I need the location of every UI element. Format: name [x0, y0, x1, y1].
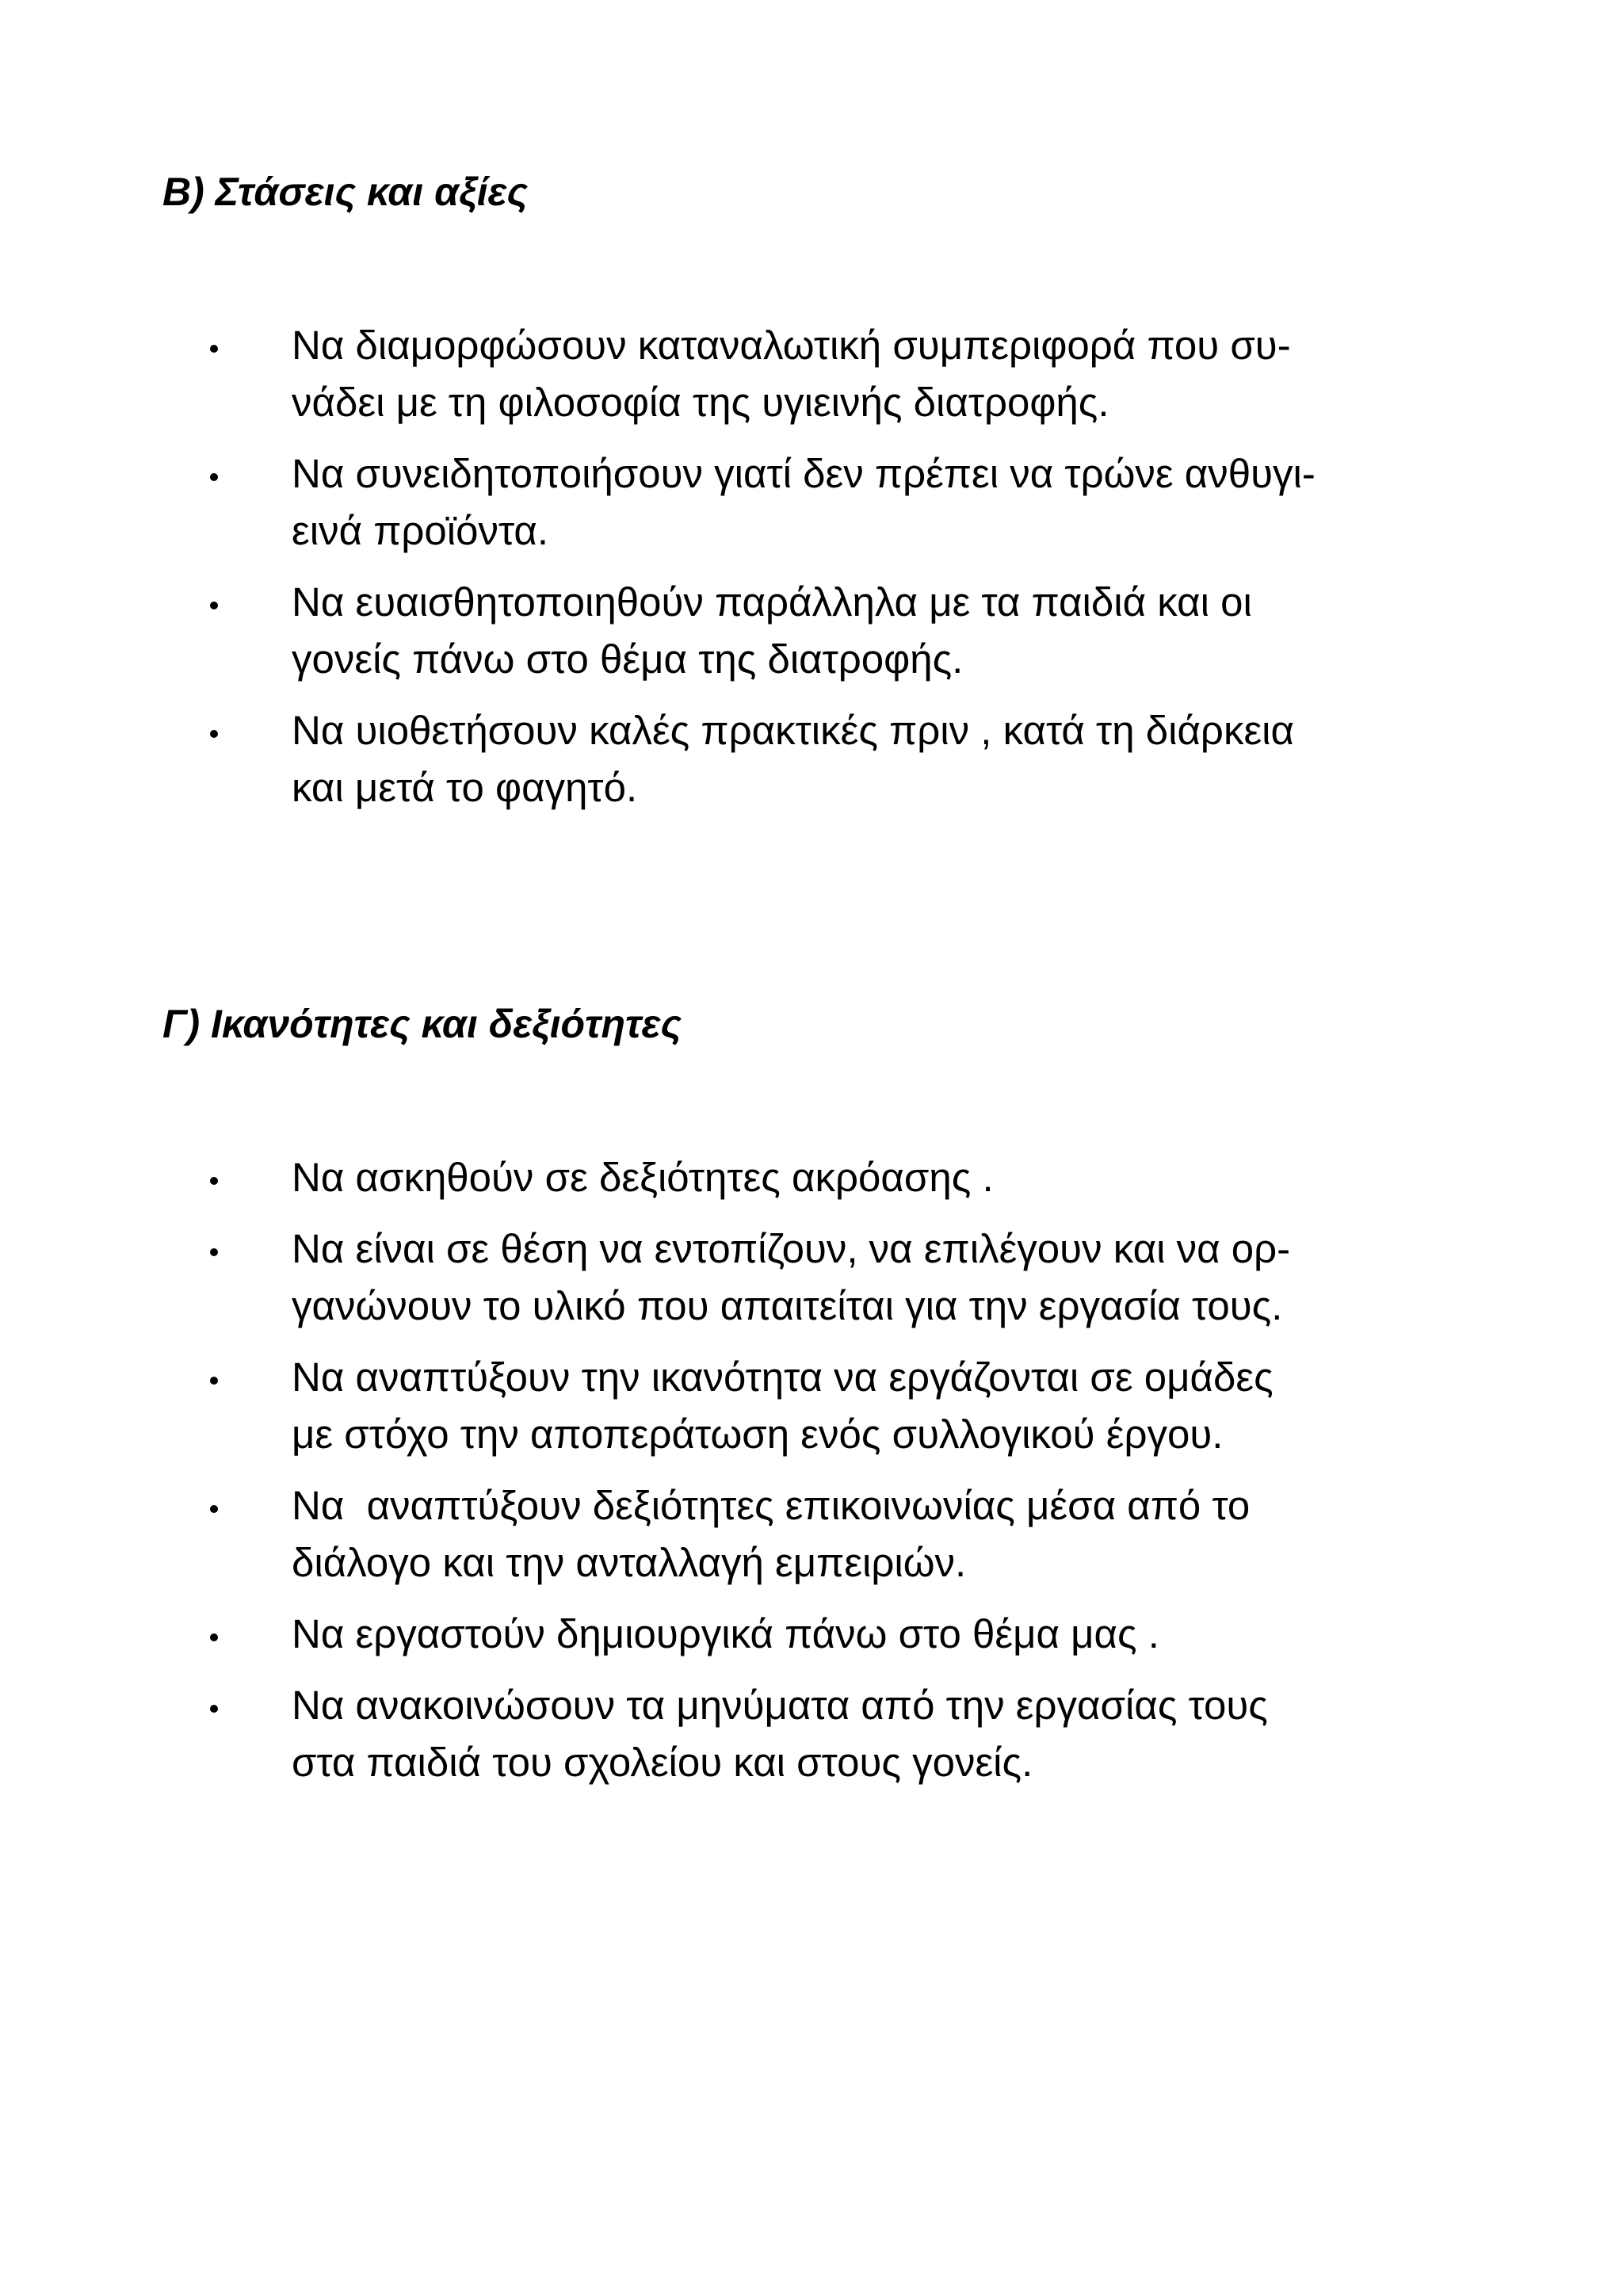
bullet-icon	[210, 1377, 218, 1385]
bullet-icon	[210, 602, 218, 609]
bullet-icon	[210, 1705, 218, 1713]
list-item	[206, 1221, 1474, 1335]
list-item-line: Να υιοθετήσουν καλές πρακτικές πριν , κατά τη διάρκεια	[292, 708, 1294, 753]
list-item-line: και μετά το φαγητό.	[292, 765, 638, 810]
bullet-icon	[210, 1505, 218, 1513]
bullet-icon	[210, 730, 218, 738]
abilities-skills-list	[206, 1149, 1474, 1805]
list-item	[206, 1606, 1474, 1663]
list-item-line: Να ευαισθητοποιηθούν παράλληλα με τα παιδιά και οι	[292, 579, 1252, 625]
bullet-icon	[210, 1633, 218, 1641]
list-item	[206, 1349, 1474, 1463]
list-item-line: στα παιδιά του σχολείου και στους γονείς.	[292, 1740, 1033, 1785]
list-item-line: νάδει με τη φιλοσοφία της υγιεινής διατροφής.	[292, 380, 1109, 425]
list-item-line: Να αναπτύξουν την ικανότητα να εργάζονται σε ομάδες	[292, 1354, 1274, 1400]
list-item	[206, 574, 1474, 688]
list-item-line: εινά προϊόντα.	[292, 508, 549, 553]
list-item-line: Να είναι σε θέση να εντοπίζουν, να επιλέγουν και να ορ-	[292, 1226, 1291, 1271]
list-item-line: Να διαμορφώσουν καταναλωτική συμπεριφορά που συ-	[292, 323, 1291, 368]
list-item-line: Να ανακοινώσουν τα μηνύματα από την εργασίας τους	[292, 1683, 1268, 1728]
bullet-icon	[210, 1248, 218, 1256]
list-item-line: με στόχο την αποπεράτωση ενός συλλογικού έργου.	[292, 1412, 1224, 1457]
list-item-line: Να εργαστούν δημιουργικά πάνω στο θέμα μας .	[292, 1611, 1159, 1656]
list-item	[206, 317, 1474, 431]
list-item-line: γονείς πάνω στο θέμα της διατροφής.	[292, 636, 964, 682]
list-item-line: γανώνουν το υλικό που απαιτείται για την εργασία τους.	[292, 1283, 1283, 1328]
list-item	[206, 445, 1474, 560]
attitudes-values-list	[206, 317, 1474, 831]
section-heading-abilities-skills: Γ) Ικανότητες και δεξιότητες	[162, 1002, 682, 1046]
list-item	[206, 702, 1474, 816]
list-item-line: Να ασκηθούν σε δεξιότητες ακρόασης .	[292, 1155, 994, 1200]
list-item	[206, 1677, 1474, 1791]
list-item-line: Να αναπτύξουν δεξιότητες επικοινωνίας μέσα από το	[292, 1483, 1251, 1528]
bullet-icon	[210, 1177, 218, 1185]
bullet-icon	[210, 345, 218, 353]
list-item	[206, 1477, 1474, 1591]
list-item-line: Να συνειδητοποιήσουν γιατί δεν πρέπει να τρώνε ανθυγι-	[292, 451, 1316, 496]
list-item	[206, 1149, 1474, 1206]
bullet-icon	[210, 473, 218, 481]
section-heading-attitudes-values: Β) Στάσεις και αξίες	[162, 170, 529, 214]
list-item-line: διάλογο και την ανταλλαγή εμπειριών.	[292, 1540, 967, 1585]
